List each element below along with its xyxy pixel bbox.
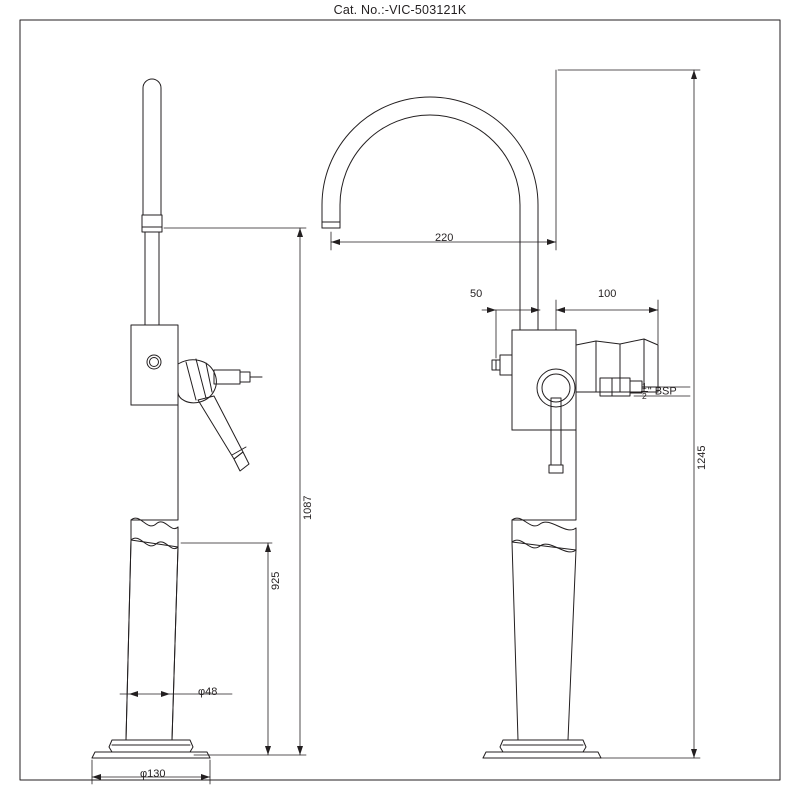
page-title: Cat. No.:-VIC-503121K bbox=[333, 3, 467, 17]
dimension-label-925: 925 bbox=[270, 571, 282, 590]
right-view-geometry bbox=[322, 97, 660, 758]
fraction-half: $\frac{1}{2}$ bbox=[642, 381, 647, 401]
annotation-thread-size bbox=[641, 382, 677, 400]
dimension-label-diameter-48: φ48 bbox=[198, 686, 218, 698]
dimension-label-220: 220 bbox=[435, 232, 454, 244]
dimension-label-50: 50 bbox=[470, 288, 483, 300]
sheet-border bbox=[20, 20, 780, 780]
dimension-label-1087: 1087 bbox=[302, 495, 314, 520]
left-view-geometry bbox=[92, 79, 262, 758]
left-view-dimensions bbox=[92, 228, 306, 784]
dimension-label-100: 100 bbox=[598, 288, 617, 300]
dimension-label-diameter-130: φ130 bbox=[140, 768, 166, 780]
dimension-label-1245: 1245 bbox=[696, 445, 708, 470]
thread-suffix: " BSP bbox=[647, 385, 677, 398]
